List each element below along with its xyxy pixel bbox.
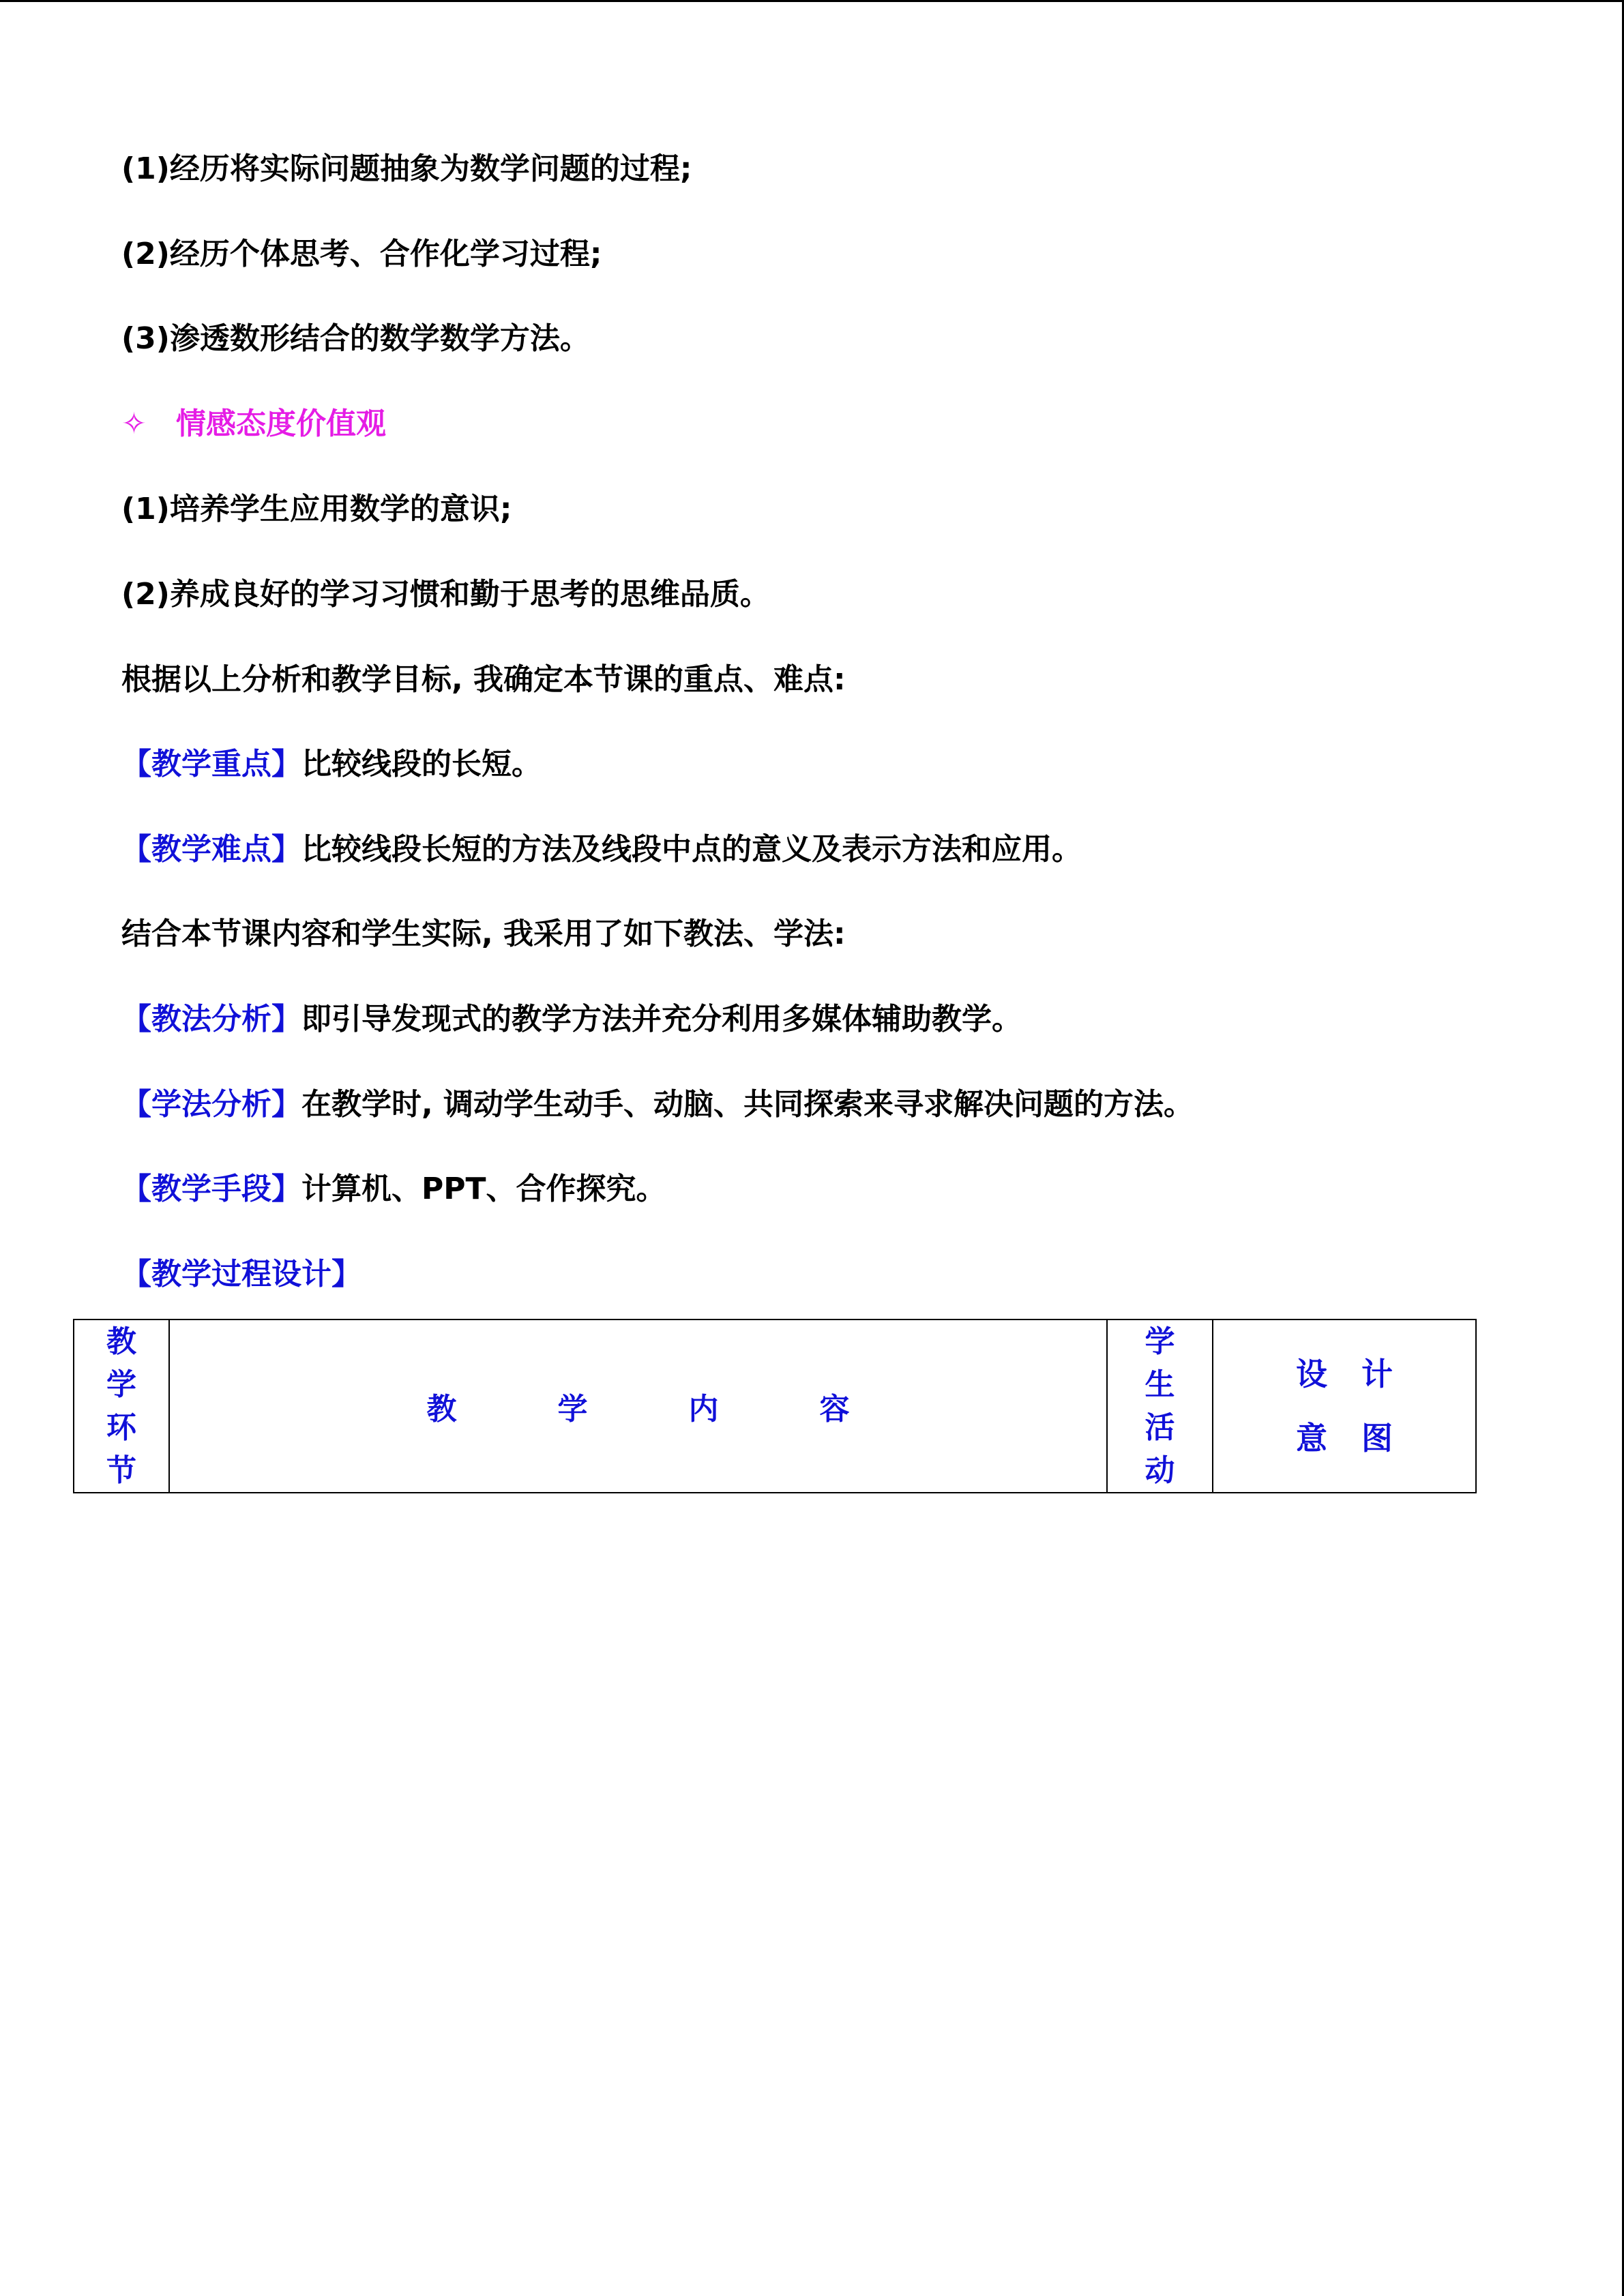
teaching-method-tag: 【教法分析】 [121, 1002, 301, 1037]
teaching-method-text: 即引导发现式的教学方法并充分利用多媒体辅助教学。 [301, 1002, 1022, 1037]
learning-method-text: 在教学时, 调动学生动手、动脑、共同探索来寻求解决问题的方法。 [301, 1087, 1194, 1122]
teaching-means-text: 计算机、PPT、合作探究。 [301, 1172, 666, 1206]
difficult-point-line [121, 829, 1082, 870]
process-design-title: 【教学过程设计】 [121, 1257, 361, 1292]
difficult-point-text: 比较线段长短的方法及线段中点的意义及表示方法和应用。 [301, 832, 1082, 867]
process-goal-2: (2)经历个体思考、合作化学习过程; [121, 237, 602, 271]
header-content-label: 教学内容 [426, 1392, 951, 1427]
header-student-activity [1107, 1320, 1213, 1493]
teaching-means-line [121, 1169, 666, 1210]
process-goal-3: (3)渗透数形结合的数学数学方法。 [121, 321, 590, 356]
star-bullet-icon: ✧ [121, 406, 147, 441]
page-top-border [0, 0, 1624, 2]
emotion-goal-2: (2)养成良好的学习习惯和勤于思考的思维品质。 [121, 577, 770, 612]
header-intent-line: 意图 [1296, 1420, 1427, 1457]
header-stage-char: 教 [106, 1324, 136, 1359]
header-content [169, 1320, 1107, 1493]
process-goal-1: (1)经历将实际问题抽象为数学问题的过程; [121, 151, 692, 186]
emotion-section-heading [121, 404, 386, 445]
header-stage-char: 学 [106, 1367, 136, 1402]
analysis-intro: 根据以上分析和教学目标, 我确定本节课的重点、难点: [121, 662, 846, 697]
teaching-method-line [121, 999, 1022, 1040]
learning-method-tag: 【学法分析】 [121, 1087, 301, 1122]
key-point-line [121, 744, 542, 785]
key-point-text: 比较线段的长短。 [301, 747, 542, 781]
table-header-row [74, 1320, 1476, 1493]
method-intro: 结合本节课内容和学生实际, 我采用了如下教法、学法: [121, 916, 846, 951]
learning-method-line [121, 1084, 1194, 1125]
difficult-point-tag: 【教学难点】 [121, 832, 301, 867]
teaching-means-tag: 【教学手段】 [121, 1172, 301, 1206]
teaching-process-table [73, 1319, 1477, 1493]
header-activity-char: 活 [1145, 1410, 1175, 1445]
header-stage-char: 节 [106, 1453, 136, 1488]
emotion-goal-1: (1)培养学生应用数学的意识; [121, 492, 512, 526]
key-point-tag: 【教学重点】 [121, 747, 301, 781]
header-stage-char: 环 [106, 1410, 136, 1445]
header-intent-line: 设计 [1296, 1356, 1427, 1392]
header-stage [74, 1320, 169, 1493]
header-activity-char: 学 [1145, 1324, 1175, 1359]
header-design-intent [1213, 1320, 1476, 1493]
emotion-heading-text: 情感态度价值观 [176, 406, 386, 441]
header-activity-char: 动 [1145, 1453, 1175, 1488]
header-activity-char: 生 [1145, 1367, 1175, 1402]
